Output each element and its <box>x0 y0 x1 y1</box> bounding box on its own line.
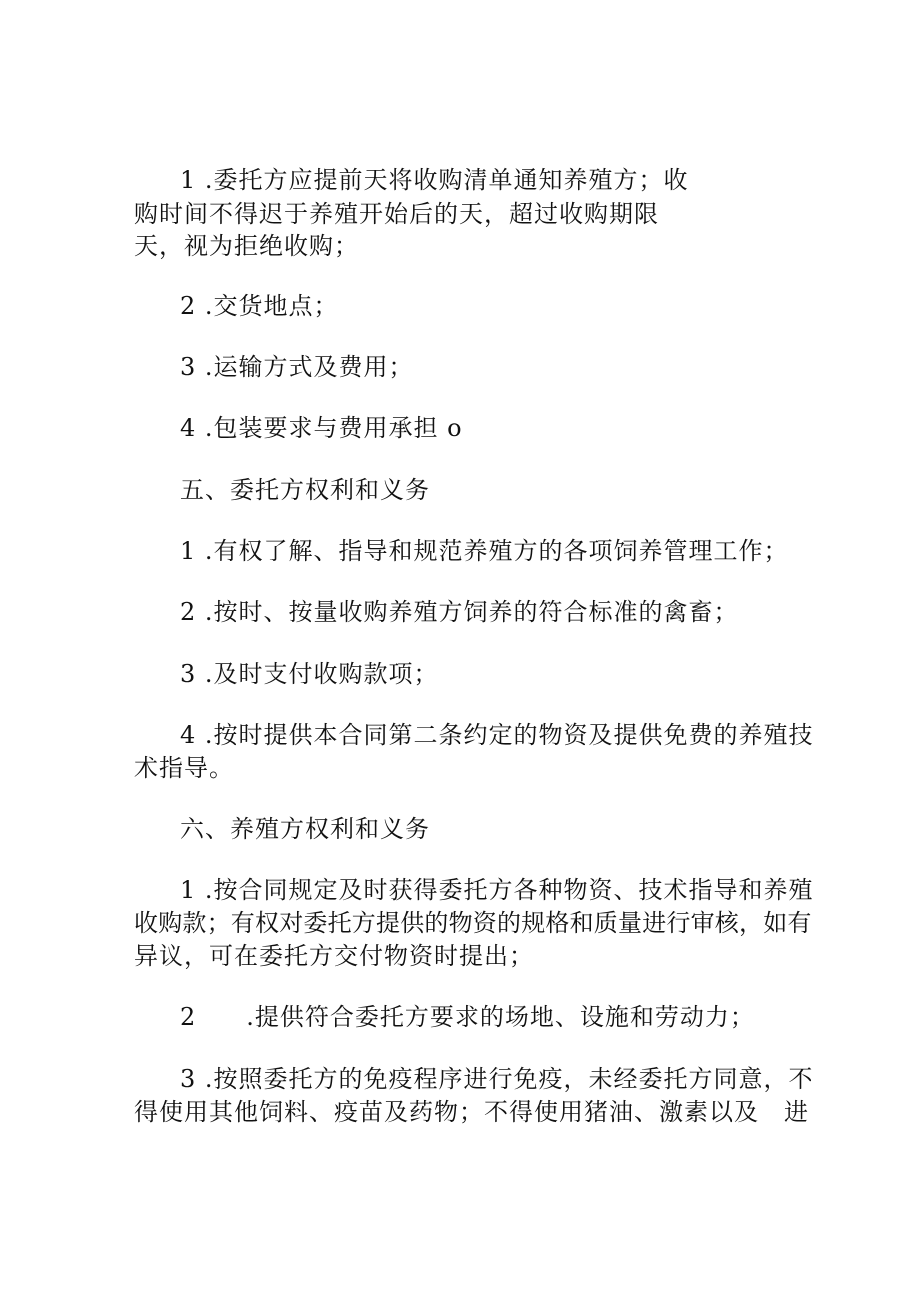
text-line: 3 .及时支付收购款项； <box>180 660 439 688</box>
text-line: 得使用其他饲料、疫苗及药物；不得使用猪油、激素以及 进 <box>134 1098 809 1126</box>
text-line: 1 .有权了解、指导和规范养殖方的各项饲养管理工作； <box>180 537 789 565</box>
text-line: 4 .包装要求与费用承担 o <box>180 414 463 442</box>
text-line: 1 .按合同规定及时获得委托方各种物资、技术指导和养殖 <box>180 876 814 904</box>
text-line: 2 .按时、按量收购养殖方饲养的符合标准的禽畜； <box>180 598 739 626</box>
text-line: 1 .委托方应提前天将收购清单通知养殖方；收 <box>180 166 689 194</box>
text-line: 天，视为拒绝收购； <box>134 232 359 260</box>
text-line: 购时间不得迟于养殖开始后的天，超过收购期限 <box>134 200 659 228</box>
text-line: 3 .运输方式及费用； <box>180 353 414 381</box>
text-line: 术指导。 <box>134 754 234 782</box>
section-heading: 五、委托方权利和义务 <box>180 476 430 504</box>
text-line: 收购款；有权对委托方提供的物资的规格和质量进行审核，如有 <box>134 909 812 937</box>
section-heading: 六、养殖方权利和义务 <box>180 815 430 843</box>
text-line: 4 .按时提供本合同第二条约定的物资及提供免费的养殖技 <box>180 721 814 749</box>
text-line: 2 .提供符合委托方要求的场地、设施和劳动力； <box>180 1003 755 1031</box>
text-line: 2 .交货地点； <box>180 292 339 320</box>
text-line: 异议，可在委托方交付物资时提出； <box>134 942 534 970</box>
text-line: 3 .按照委托方的免疫程序进行免疫，未经委托方同意，不 <box>180 1065 814 1093</box>
